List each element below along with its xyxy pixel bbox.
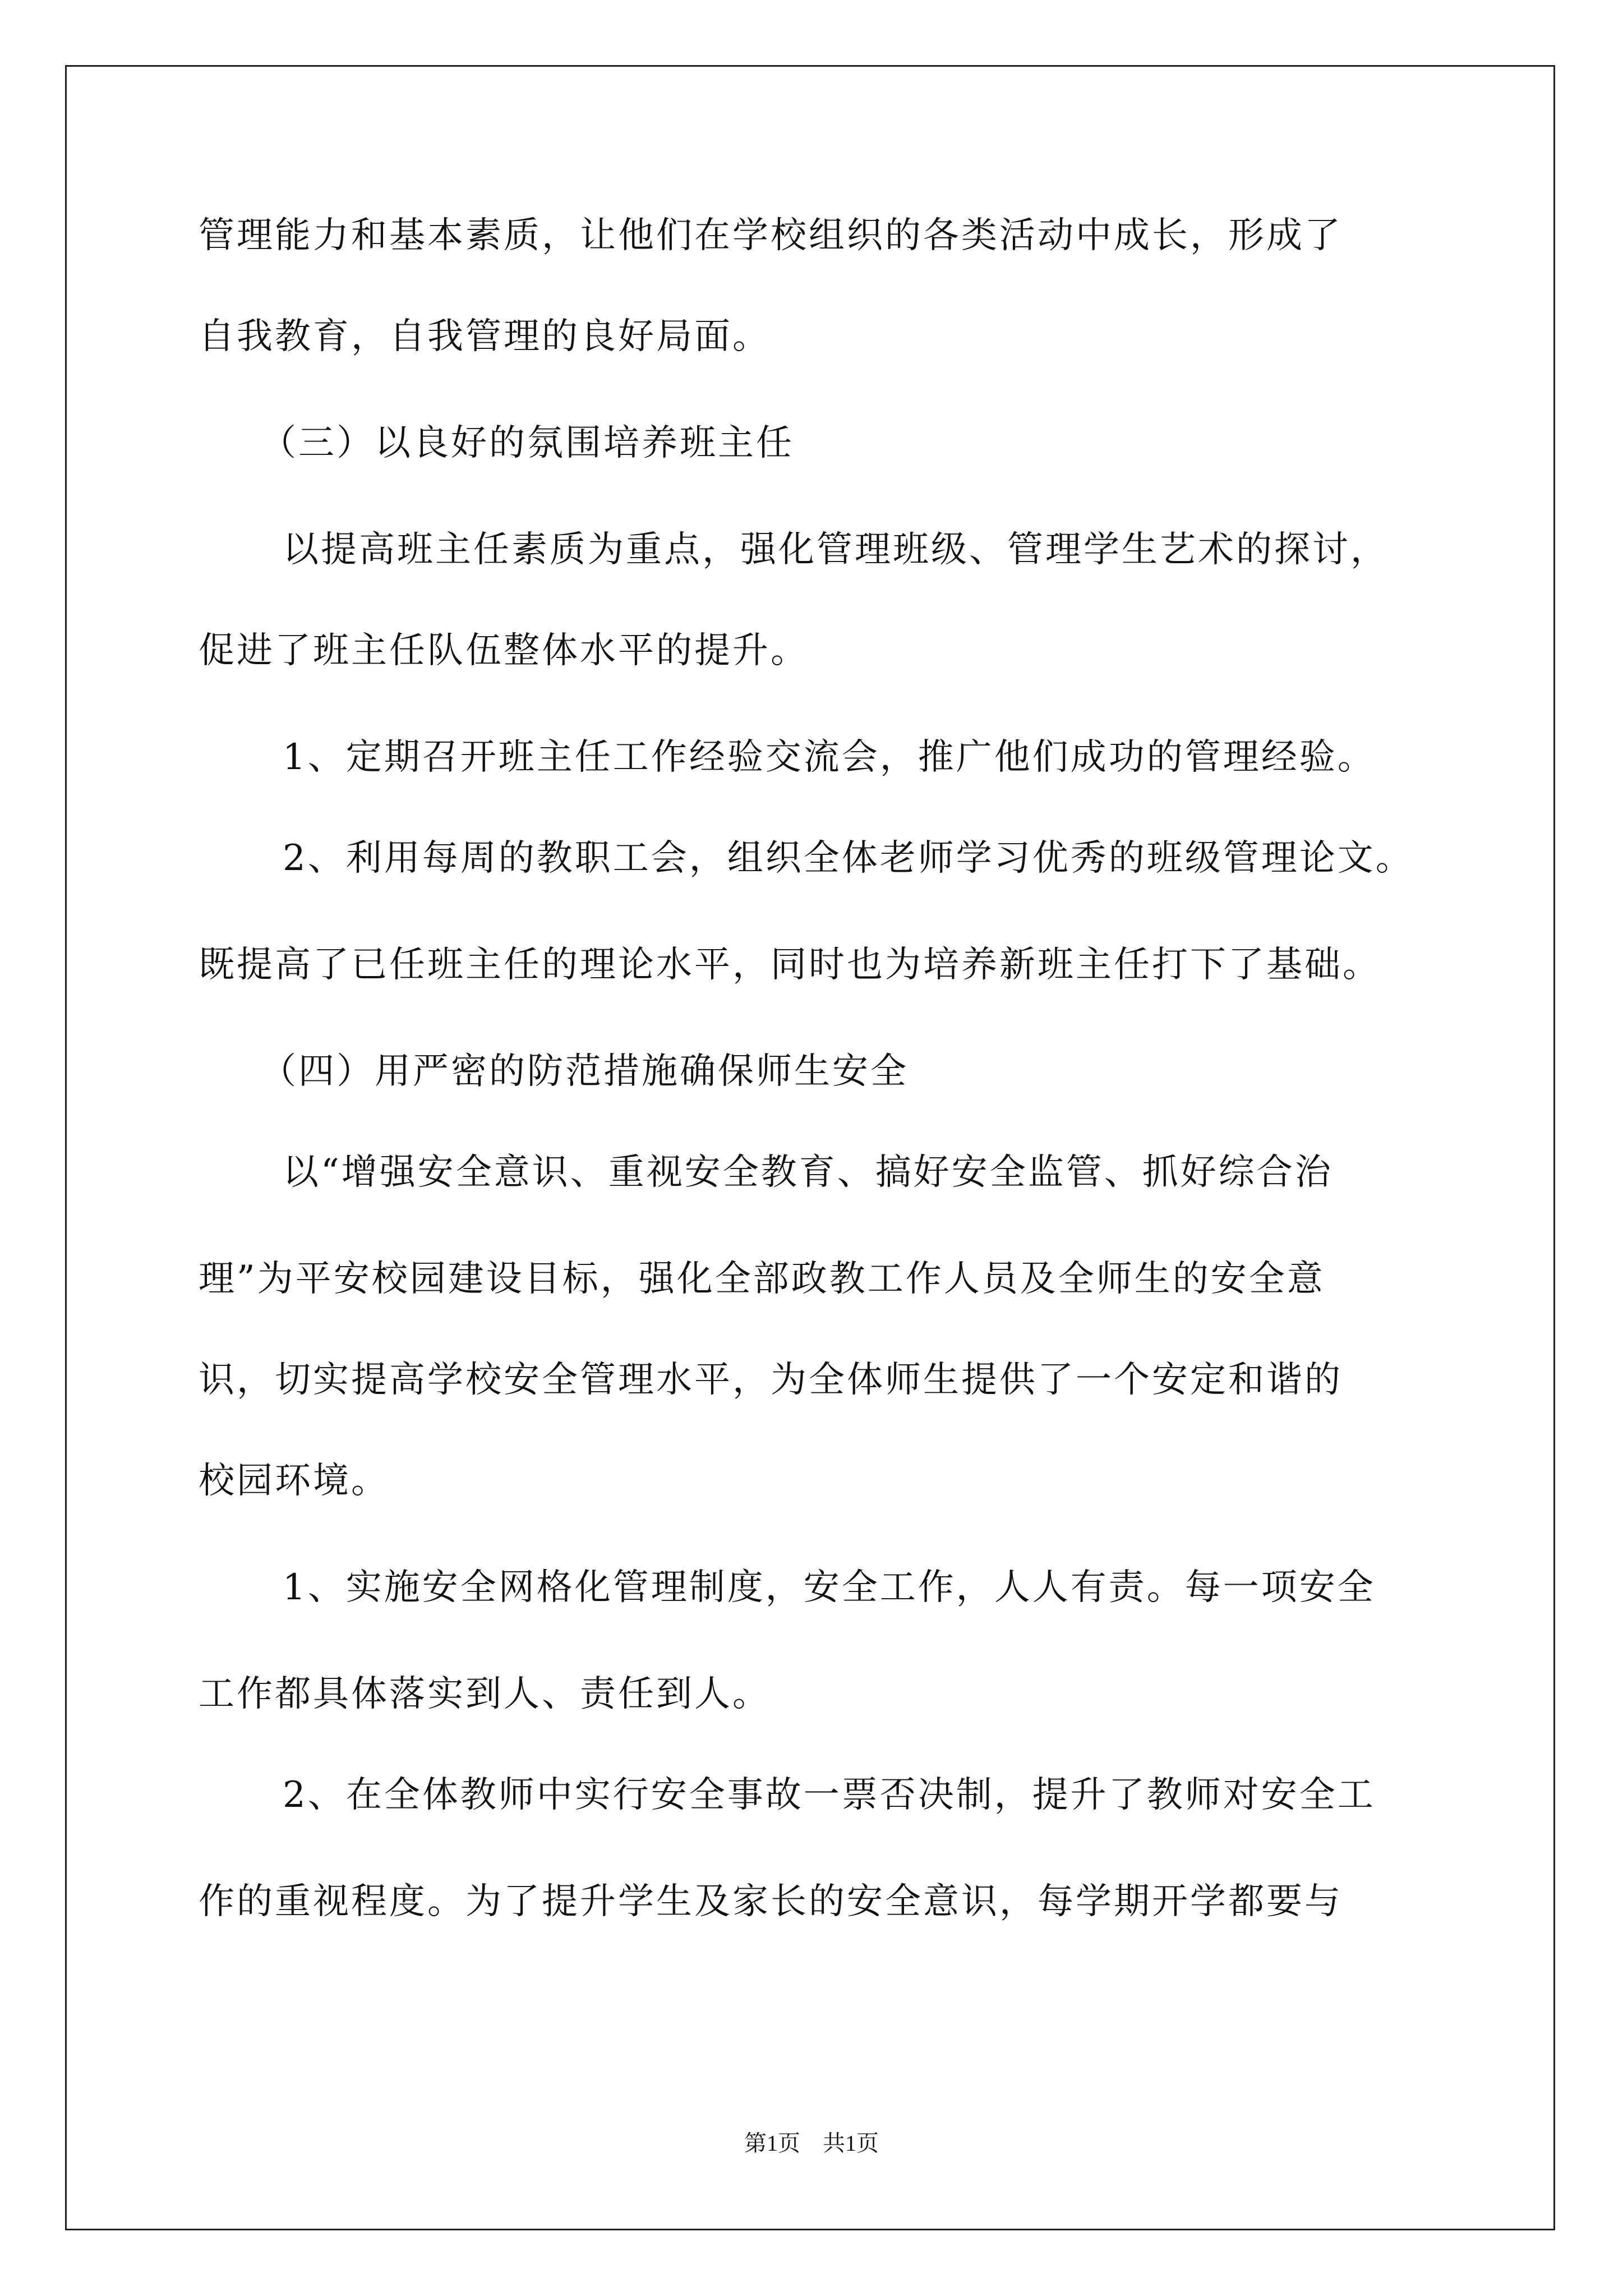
paragraph-line: 1、实施安全网格化管理制度，安全工作，人人有责。每一项安全 xyxy=(283,1567,1376,1608)
page-number: 第1页 共1页 xyxy=(744,2131,879,2156)
paragraph-line: 自我教育，自我管理的良好局面。 xyxy=(199,316,771,357)
paragraph-line: 2、利用每周的教职工会，组织全体老师学习优秀的班级管理论文。 xyxy=(283,838,1414,879)
section-heading: （四）用严密的防范措施确保师生安全 xyxy=(260,1051,909,1092)
paragraph-line: 校园环境。 xyxy=(199,1460,389,1502)
paragraph-line: 2、在全体教师中实行安全事故一票否决制，提升了教师对安全工 xyxy=(283,1774,1376,1816)
paragraph-line: 1、定期召开班主任工作经验交流会，推广他们成功的管理经验。 xyxy=(283,737,1376,778)
section-heading: （三）以良好的氛围培养班主任 xyxy=(260,422,794,464)
paragraph-line: 理”为平安校园建设目标，强化全部政教工作人员及全师生的安全意 xyxy=(199,1258,1325,1300)
paragraph-line: 促进了班主任队伍整体水平的提升。 xyxy=(199,630,809,671)
paragraph-line: 识，切实提高学校安全管理水平，为全体师生提供了一个安定和谐的 xyxy=(199,1359,1343,1401)
paragraph-line: 工作都具体落实到人、责任到人。 xyxy=(199,1673,771,1715)
paragraph-line: 作的重视程度。为了提升学生及家长的安全意识，每学期开学都要与 xyxy=(199,1881,1343,1922)
paragraph-line: 既提高了已任班主任的理论水平，同时也为培养新班主任打下了基础。 xyxy=(199,944,1381,986)
paragraph-line: 以提高班主任素质为重点，强化管理班级、管理学生艺术的探讨， xyxy=(283,529,1389,570)
paragraph-line: 以“增强安全意识、重视安全教育、搞好安全监管、抓好综合治 xyxy=(283,1152,1333,1193)
paragraph-line: 管理能力和基本素质，让他们在学校组织的各类活动中成长，形成了 xyxy=(199,215,1343,256)
